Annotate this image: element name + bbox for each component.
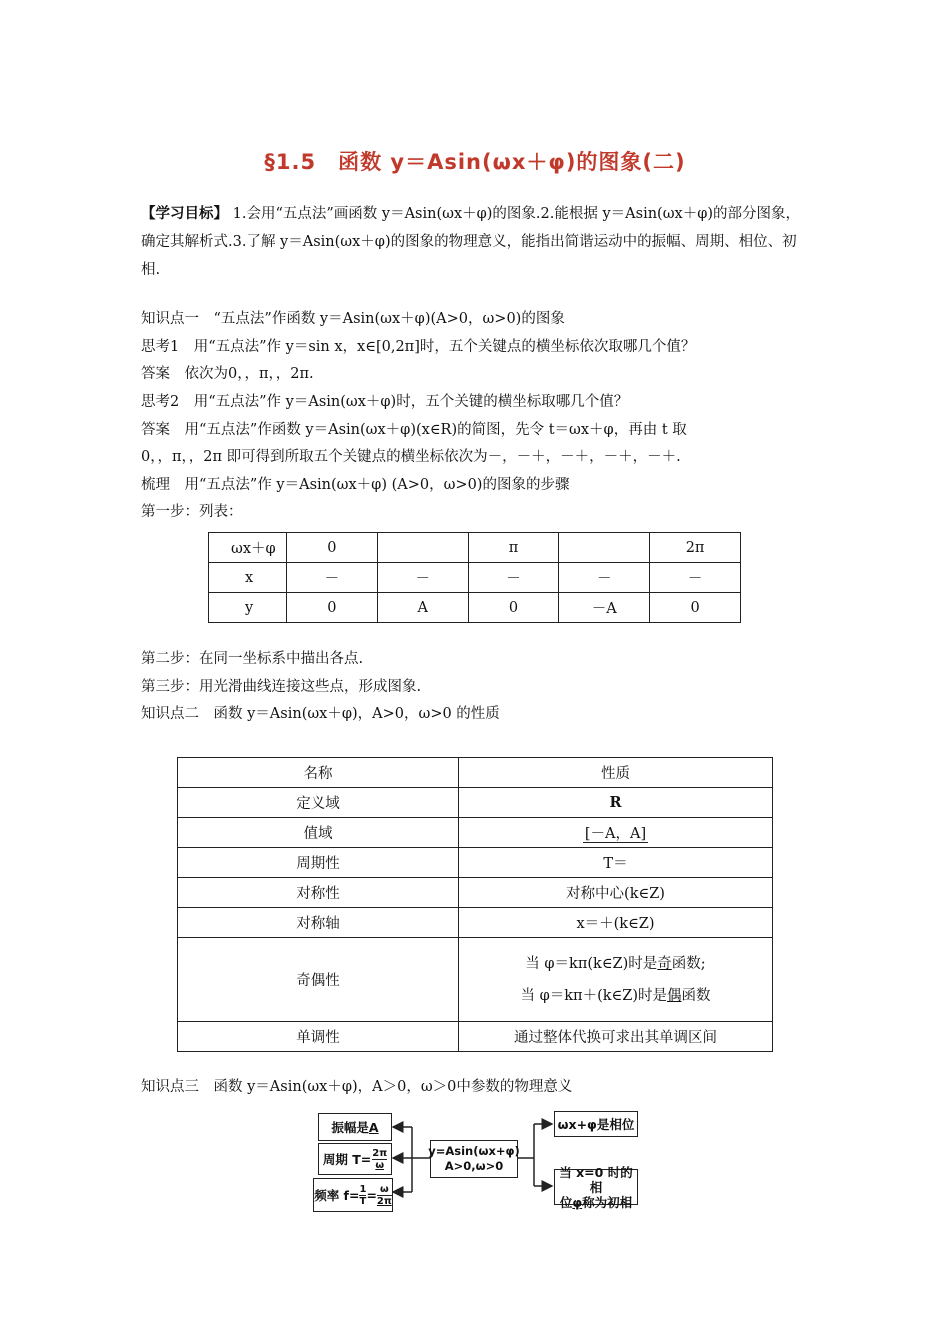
k1-step1: 第一步：列表：: [141, 504, 243, 520]
table-cell: －: [559, 563, 650, 593]
frequency-label: 频率 f=: [314, 1187, 360, 1203]
table-cell: 0: [287, 593, 378, 623]
k1-answer-2-line2: 0，，π，，2π 即可得到所取五个关键点的横坐标依次为－，－＋，－＋，－＋，－＋.: [141, 449, 681, 465]
table-cell: π: [468, 533, 559, 563]
table-cell: R: [459, 788, 773, 818]
k1-answer-1: 答案 依次为0，，π，，2π.: [141, 366, 314, 382]
initial-phase-line1: 当 x=0 时的相: [559, 1164, 633, 1195]
table-cell: 周期性: [178, 848, 459, 878]
k1-answer-2-line1: 答案 用“五点法”作函数 y＝Asin(ωx＋φ)(x∈R)的简图，先令 t＝ωx＋φ，再由 t 取: [141, 422, 687, 438]
table-cell: －: [377, 563, 468, 593]
center-function-line2: A>0,ω>0: [444, 1159, 504, 1173]
parity-even-pre: 当 φ＝kπ＋(k∈Z)时是: [520, 987, 667, 1004]
table-cell: 对称轴: [178, 908, 459, 938]
k2-heading: 知识点二 函数 y＝Asin(ωx＋φ)，A>0，ω>0 的性质: [141, 706, 500, 722]
period-label: 周期 T=: [322, 1151, 372, 1167]
initial-phase-key: φ: [572, 1194, 583, 1210]
table-cell: T＝: [459, 848, 773, 878]
k1-step2: 第二步：在同一坐标系中描出各点.: [141, 651, 364, 667]
center-function-box: [430, 1140, 518, 1178]
range-value: [－A，A]: [584, 826, 647, 842]
table-cell: －: [468, 563, 559, 593]
period-numerator: 2π: [372, 1147, 388, 1159]
parity-even-key: 偶: [667, 987, 682, 1004]
k1-question-2: 思考2 用“五点法”作 y＝Asin(ωx＋φ)时，五个关键的横坐标取哪几个值？: [141, 394, 629, 410]
table-cell: 0: [287, 533, 378, 563]
amplitude-label: 振幅是: [331, 1119, 369, 1135]
table-cell: 2π: [650, 533, 741, 563]
table-cell: x＝＋(k∈Z): [459, 908, 773, 938]
table-cell: A: [377, 593, 468, 623]
page-title: §1.5 函数 y＝Asin(ωx＋φ)的图象(二): [264, 150, 686, 174]
table-cell: 值域: [178, 818, 459, 848]
table-cell: 对称性: [178, 878, 459, 908]
frequency-box: [313, 1178, 393, 1212]
period-box: [318, 1143, 392, 1175]
frequency-den-1: T: [359, 1195, 367, 1207]
frequency-num-1: 1: [359, 1183, 367, 1195]
table-cell: －: [287, 563, 378, 593]
amplitude-box: [318, 1113, 392, 1141]
parity-odd-key: 奇: [657, 955, 672, 972]
parity-odd-pre: 当 φ＝kπ(k∈Z)时是: [525, 955, 658, 972]
amplitude-key: A: [368, 1119, 379, 1135]
table-cell: －A: [559, 593, 650, 623]
table-cell: x: [209, 563, 287, 593]
table-cell: 0: [650, 593, 741, 623]
table-header-name: 名称: [178, 758, 459, 788]
table-cell: y: [209, 593, 287, 623]
frequency-equals: =: [366, 1187, 377, 1203]
period-fraction: [372, 1148, 387, 1171]
k1-step3: 第三步：用光滑曲线连接这些点，形成图象.: [141, 679, 422, 695]
table-cell: 单调性: [178, 1022, 459, 1052]
k1-question-1: 思考1 用“五点法”作 y＝sin x，x∈[0,2π]时，五个关键点的横坐标依次取哪几个值？: [141, 339, 696, 355]
frequency-fraction-1: [359, 1184, 366, 1207]
initial-phase-pre: 位: [559, 1194, 573, 1210]
period-denominator: ω: [375, 1159, 385, 1171]
k1-heading: 知识点一 “五点法”作函数 y＝Asin(ωx＋φ)(A>0，ω>0)的图象: [141, 311, 565, 327]
table-header-prop: 性质: [459, 758, 773, 788]
table-cell: 奇偶性: [178, 938, 459, 1022]
parity-odd-post: 函数;: [671, 955, 706, 972]
center-function-line1: y=Asin(ωx+φ): [428, 1144, 520, 1158]
table-cell: －: [650, 563, 741, 593]
frequency-num-2: ω: [377, 1184, 392, 1196]
table-cell: 对称中心(k∈Z): [459, 878, 773, 908]
frequency-fraction-2: [377, 1184, 392, 1207]
parity-even-post: 函数: [681, 987, 711, 1004]
frequency-den-2: 2π: [376, 1195, 392, 1207]
table-cell: ωx＋φ: [209, 533, 287, 563]
k3-heading: 知识点三 函数 y＝Asin(ωx＋φ)，A＞0，ω＞0中参数的物理意义: [141, 1079, 573, 1095]
initial-phase-post: 称为初相: [582, 1194, 633, 1210]
initial-phase-box: [554, 1164, 638, 1210]
initial-phase-line2: [560, 1195, 632, 1210]
phase-box: [554, 1111, 638, 1137]
goals-label: 【学习目标】: [141, 205, 228, 222]
table-cell: 定义域: [178, 788, 459, 818]
phase-label: ωx+φ是相位: [557, 1116, 635, 1132]
table-cell: 0: [468, 593, 559, 623]
goals-text: 1.会用“五点法”画函数 y＝Asin(ωx＋φ)的图象.2.能根据 y＝Asin(ωx＋φ)的部分图象，确定其解析式.3.了解 y＝Asin(ωx＋φ)的图象的物理意义，能指出简谐运动中的振幅、周期、相位、初相.: [141, 206, 801, 278]
table-cell: 通过整体代换可求出其单调区间: [459, 1022, 773, 1052]
k1-summary: 梳理 用“五点法”作 y＝Asin(ωx＋φ) (A>0，ω>0)的图象的步骤: [141, 477, 570, 493]
